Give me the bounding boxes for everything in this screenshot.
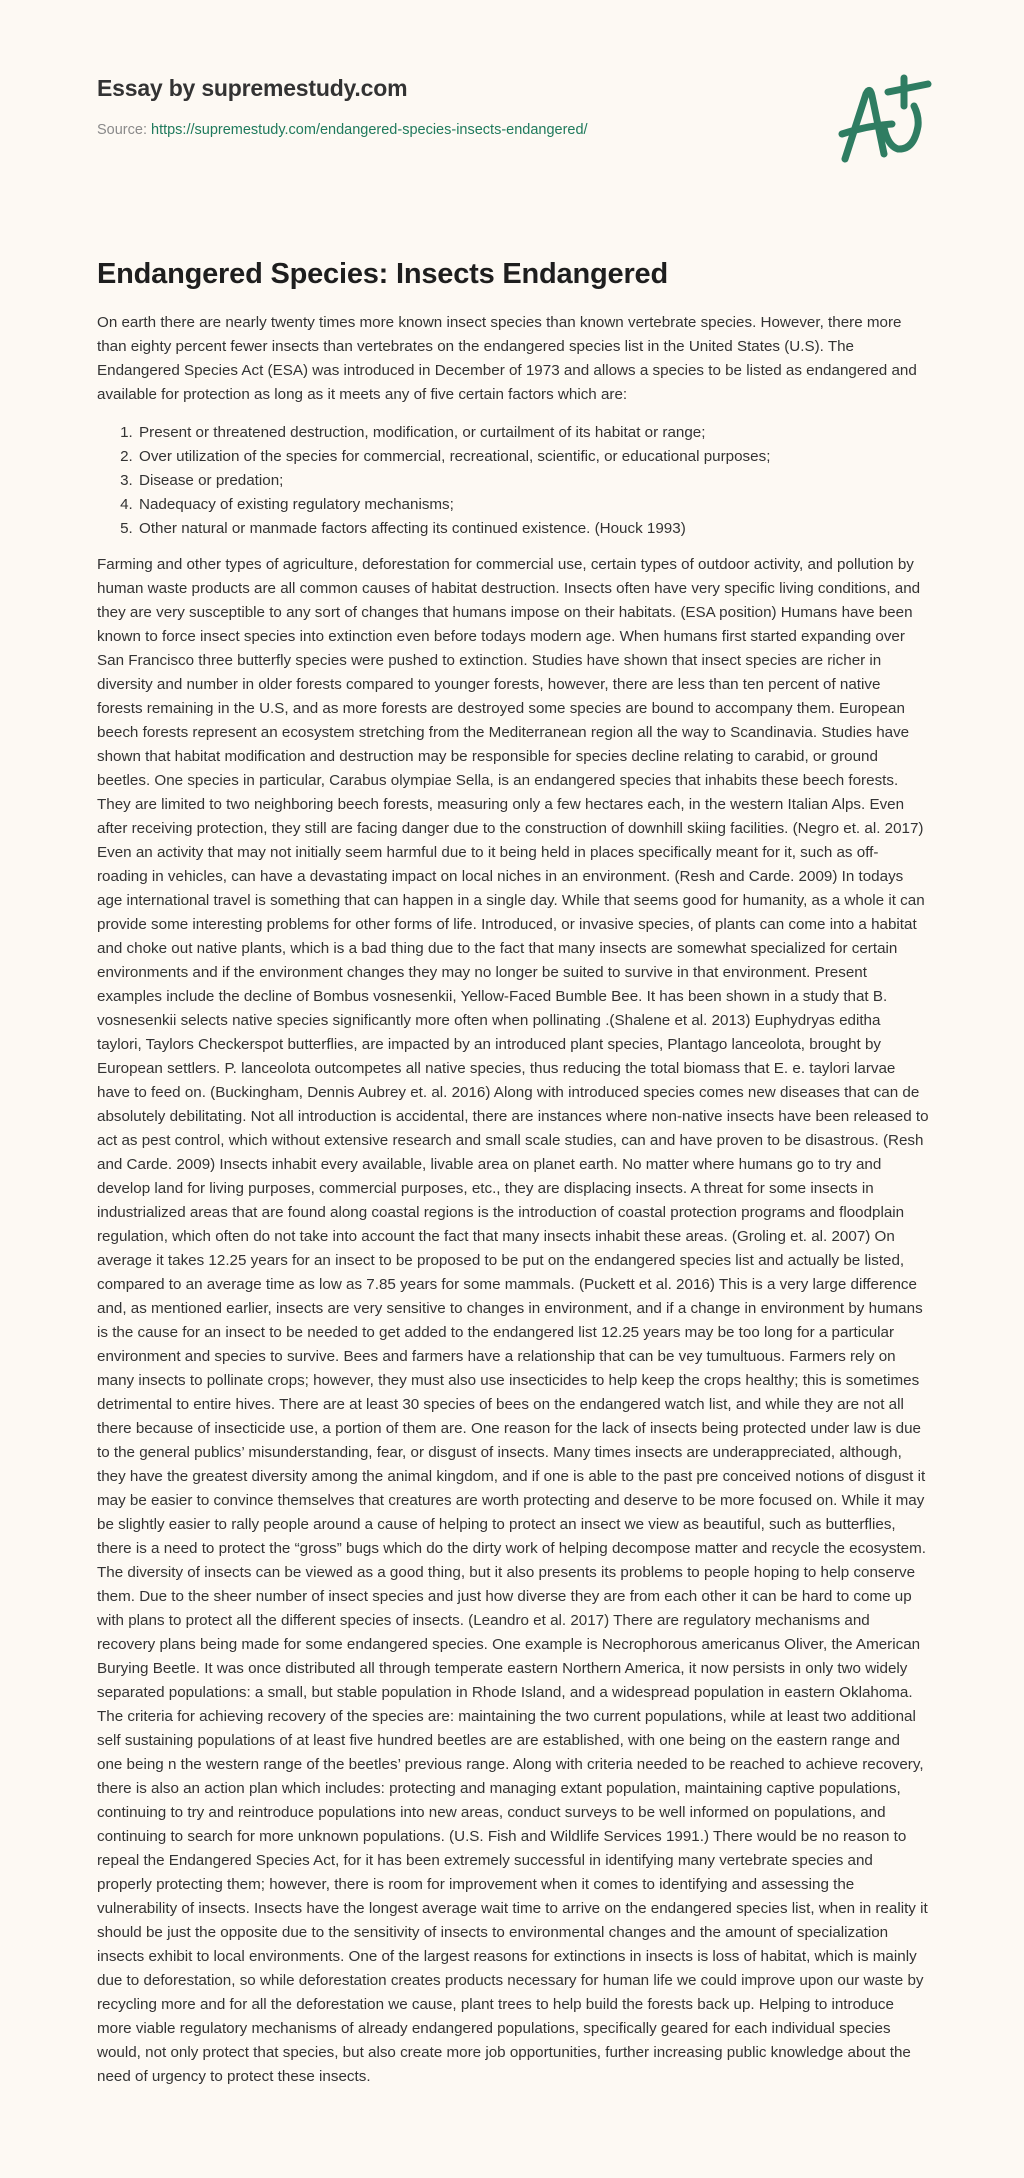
source-link[interactable]: https://supremestudy.com/endangered-species-insects-endangered/	[151, 122, 588, 138]
factor-item: 2. Over utilization of the species for commercial, recreational, scientific, or educational purposes;	[137, 445, 929, 469]
factor-item: 3. Disease or predation;	[137, 469, 929, 493]
essay-title: Endangered Species: Insects Endangered	[97, 258, 668, 290]
factors-list	[97, 421, 929, 541]
body-paragraph: Farming and other types of agriculture, deforestation for commercial use, certain types of outdoor activity, and pollution by human waste products are all common causes of habitat destruction. Insects often have very specific living conditions, and they are very susceptible to any sort of changes that humans impose on their habitats. (ESA position) Humans have been known to force insect species into extinction even before todays modern age. When humans first started expanding over San Francisco three butterfly species were pushed to extinction. Studies have shown that insect species are richer in diversity and number in older forests compared to younger forests, however, there are less than ten percent of native forests remaining in the U.S, and as more forests are destroyed some species are bound to accompany them. European beech forests represent an ecosystem stretching from the Mediterranean region all the way to Scandinavia. Studies have shown that habitat modification and destruction may be responsible for species decline relating to carabid, or ground beetles. One species in particular, Carabus olympiae Sella, is an endangered species that inhabits these beech forests. They are limited to two neighboring beech forests, measuring only a few hectares each, in the western Italian Alps. Even after receiving protection, they still are facing danger due to the construction of downhill skiing facilities. (Negro et. al. 2017) Even an activity that may not initially seem harmful due to it being held in places specifically meant for it, such as off-roading in vehicles, can have a devastating impact on local niches in an environment. (Resh and Carde. 2009) In todays age international travel is something that can happen in a single day. While that seems good for humanity, as a whole it can provide some interesting problems for other forms of life. Introduced, or invasive species, of plants can come into a habitat and choke out native plants, which is a bad thing due to the fact that many insects are somewhat specialized for certain environments and if the environment changes they may no longer be suited to survive in that environment. Present examples include the decline of Bombus vosnesenkii, Yellow-Faced Bumble Bee. It has been shown in a study that B. vosnesenkii selects native species significantly more often when pollinating .(Shalene et al. 2013) Euphydryas editha taylori, Taylors Checkerspot butterflies, are impacted by an introduced plant species, Plantago lanceolota, brought by European settlers. P. lanceolota outcompetes all native species, thus reducing the total biomass that E. e. taylori larvae have to feed on. (Buckingham, Dennis Aubrey et. al. 2016) Along with introduced species comes new diseases that can de absolutely debilitating. Not all introduction is accidental, there are instances where non-native insects have been released to act as pest control, which without extensive research and small scale studies, can and have proven to be disastrous. (Resh and Carde. 2009) Insects inhabit every available, livable area on planet earth. No matter where humans go to try and develop land for living purposes, commercial purposes, etc., they are displacing insects. A threat for some insects in industrialized areas that are found along coastal regions is the introduction of coastal protection programs and floodplain regulation, which often do not take into account the fact that many insects inhabit these areas. (Groling et. al. 2007) On average it takes 12.25 years for an insect to be proposed to be put on the endangered species list and actually be listed, compared to an average time as low as 7.85 years for some mammals. (Puckett et al. 2016) This is a very large difference and, as mentioned earlier, insects are very sensitive to changes in environment, and if a change in environment by humans is the cause for an insect to be needed to get added to the endangered list 12.25 years may be too long for a particular environment and species to survive. Bees and farmers have a relationship that can be vey tumultuous. Farmers rely on many insects to pollinate crops; however, they must also use insecticides to help keep the crops healthy; this is sometimes detrimental to entire hives. There are at least 30 species of bees on the endangered watch list, and while they are not all there because of insecticide use, a portion of them are. One reason for the lack of insects being protected under law is due to the general publics’ misunderstanding, fear, or disgust of insects. Many times insects are underappreciated, although, they have the greatest diversity among the animal kingdom, and if one is able to the past pre conceived notions of disgust it may be easier to convince themselves that creatures are worth protecting and deserve to be more focused on. While it may be slightly easier to rally people around a cause of helping to protect an insect we view as beautiful, such as butterflies, there is a need to protect the “gross” bugs which do the dirty work of helping decompose matter and recycle the ecosystem. The diversity of insects can be viewed as a good thing, but it also presents its problems to people hoping to help conserve them. Due to the sheer number of insect species and just how diverse they are from each other it can be hard to come up with plans to protect all the different species of insects. (Leandro et al. 2017) There are regulatory mechanisms and recovery plans being made for some endangered species. One example is Necrophorous americanus Oliver, the American Burying Beetle. It was once distributed all through temperate eastern Northern America, it now persists in only two widely separated populations: a small, but stable population in Rhode Island, and a widespread population in eastern Oklahoma. The criteria for achieving recovery of the species are: maintaining the two current populations, while at least two additional self sustaining populations of at least five hundred beetles are are established, with one being on the eastern range and one being n the western range of the beetles’ previous range. Along with criteria needed to be reached to achieve recovery, there is also an action plan which includes: protecting and managing extant population, maintaining captive populations, continuing to try and reintroduce populations into new areas, conduct surveys to be well informed on populations, and continuing to search for more unknown populations. (U.S. Fish and Wildlife Services 1991.) There would be no reason to repeal the Endangered Species Act, for it has been extremely successful in identifying many vertebrate species and properly protecting them; however, there is room for improvement when it comes to identifying and assessing the vulnerability of insects. Insects have the longest average wait time to arrive on the endangered species list, when in reality it should be just the opposite due to the sensitivity of insects to environmental changes and the amount of specialization insects exhibit to local environments. One of the largest reasons for extinctions in insects is loss of habitat, which is mainly due to deforestation, so while deforestation creates products necessary for human life we could improve upon our waste by recycling more and for all the deforestation we cause, plant trees to help build the forests back up. Helping to introduce more viable regulatory mechanisms of already endangered populations, specifically geared for each individual species would, not only protect that species, but also create more job opportunities, further increasing public knowledge about the need of urgency to protect these insects.	[97, 556, 929, 2085]
factor-item: 1. Present or threatened destruction, modification, or curtailment of its habitat or range;	[137, 421, 929, 445]
site-header	[97, 70, 897, 140]
factor-item: 4. Nadequacy of existing regulatory mechanisms;	[137, 493, 929, 517]
brand-title: Essay by supremestudy.com	[97, 75, 408, 101]
intro-paragraph: On earth there are nearly twenty times more known insect species than known vertebrate species. However, there more than eighty percent fewer insects than vertebrates on the endangered species list in the United States (U.S). The Endangered Species Act (ESA) was introduced in December of 1973 and allows a species to be listed as endangered and available for protection as long as it meets any of five certain factors which are:	[97, 314, 917, 403]
factor-item: 5. Other natural or manmade factors affecting its continued existence. (Houck 1993)	[137, 517, 929, 541]
source-label: Source:	[97, 122, 151, 138]
a-plus-logo-icon	[818, 66, 958, 176]
source-line	[97, 120, 897, 140]
essay-content	[97, 252, 929, 2089]
